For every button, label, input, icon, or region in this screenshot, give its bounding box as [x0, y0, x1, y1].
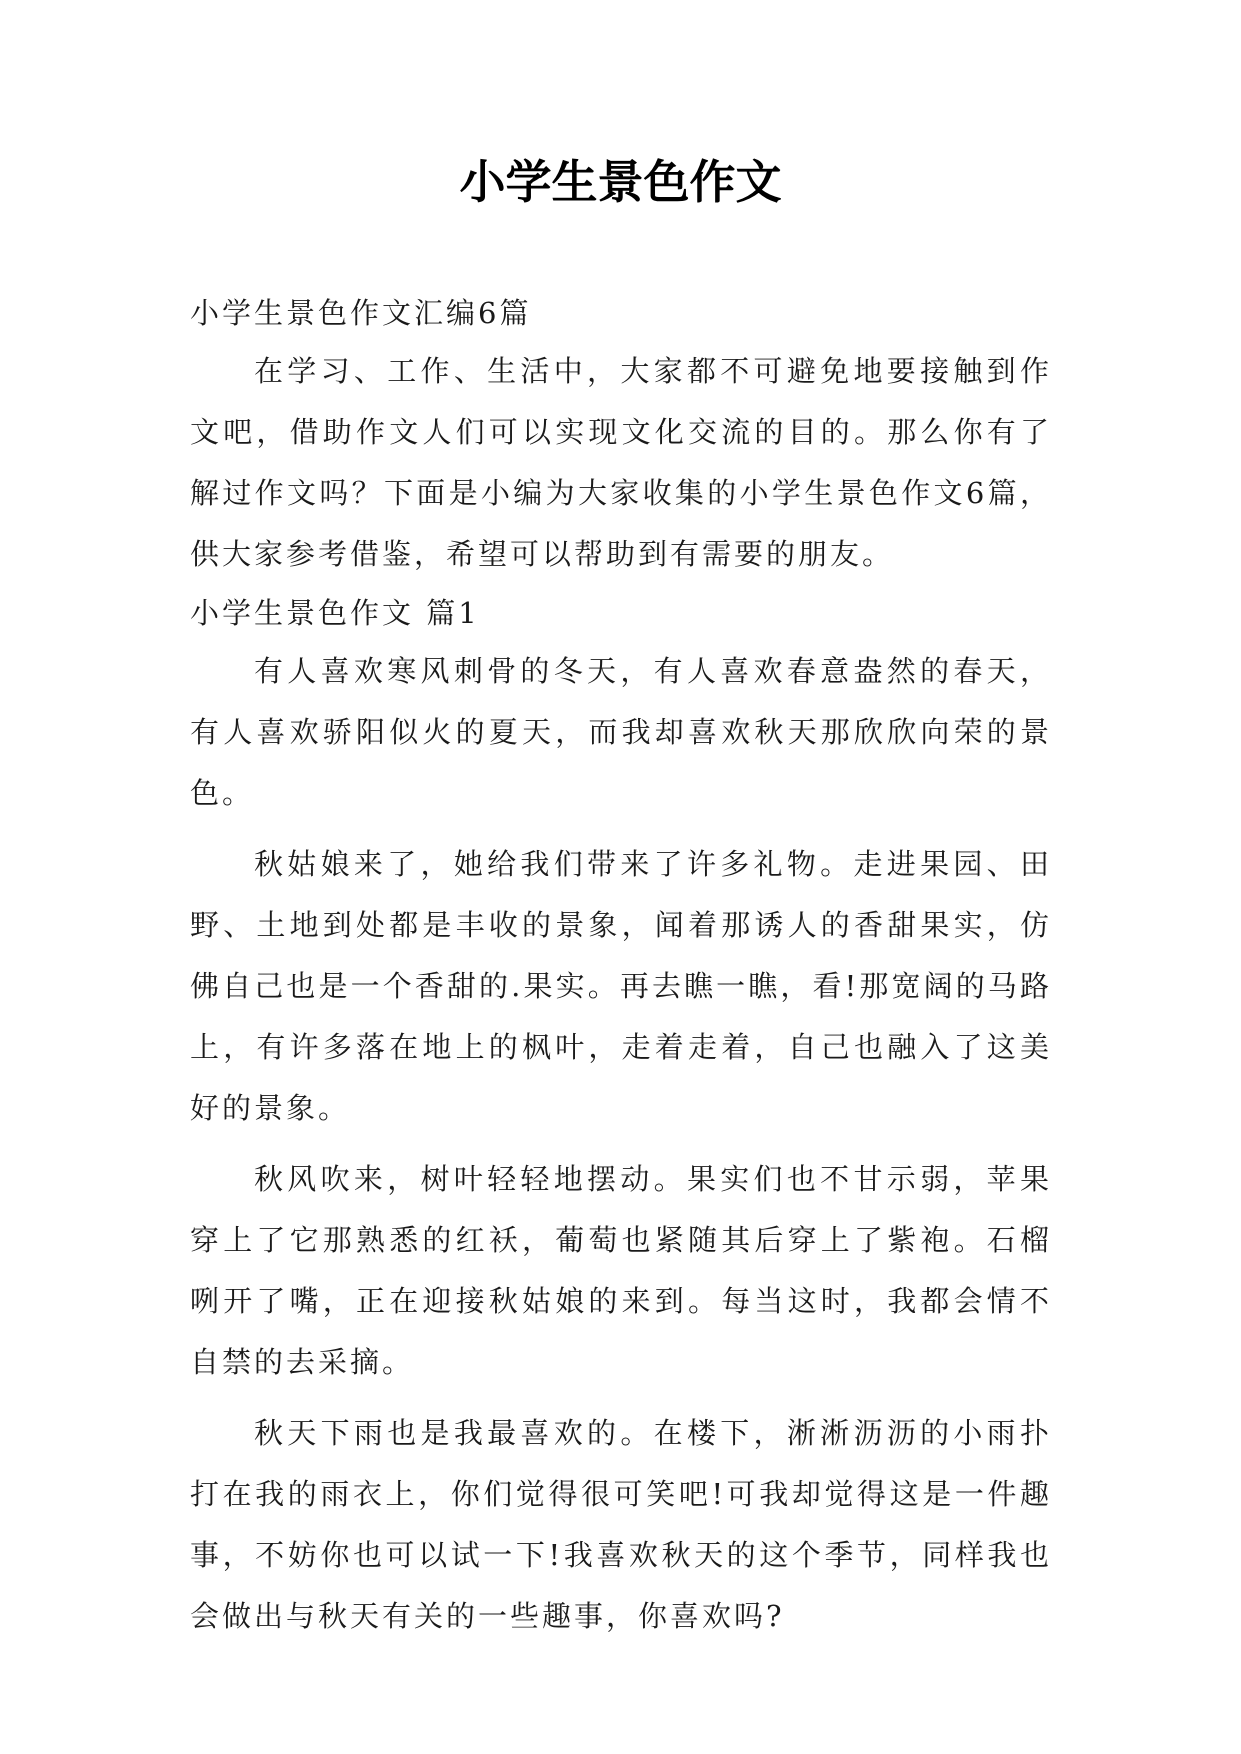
intro-paragraph: 在学习、工作、生活中，大家都不可避免地要接触到作文吧，借助作文人们可以实现文化交流的目的。那么你有了解过作文吗？下面是小编为大家收集的小学生景色作文6篇，供大家参考借鉴，希望可以帮助到有需要的朋友。 — [190, 354, 1052, 571]
paragraph-spacer — [190, 824, 1052, 834]
section-heading: 小学生景色作文 篇1 — [190, 596, 480, 630]
body-paragraph: 秋风吹来，树叶轻轻地摆动。果实们也不甘示弱，苹果穿上了它那熟悉的红袄，葡萄也紧随其后穿上了紫袍。石榴咧开了嘴，正在迎接秋姑娘的来到。每当这时，我都会情不自禁的去采摘。 — [190, 1162, 1052, 1379]
body-paragraph: 秋天下雨也是我最喜欢的。在楼下，淅淅沥沥的小雨扑打在我的雨衣上，你们觉得很可笑吧!可我却觉得这是一件趣事，不妨你也可以试一下!我喜欢秋天的这个季节，同样我也会做出与秋天有关的一些趣事，你喜欢吗? — [190, 1416, 1052, 1633]
body-paragraph: 秋姑娘来了，她给我们带来了许多礼物。走进果园、田野、土地到处都是丰收的景象，闻着那诱人的香甜果实，仿佛自己也是一个香甜的.果实。再去瞧一瞧，看!那宽阔的马路上，有许多落在地上的枫叶，走着走着，自己也融入了这美好的景象。 — [190, 847, 1052, 1125]
body-paragraph: 有人喜欢寒风刺骨的冬天，有人喜欢春意盎然的春天，有人喜欢骄阳似火的夏天，而我却喜欢秋天那欣欣向荣的景色。 — [190, 654, 1052, 810]
document-title: 小学生景色作文 — [459, 155, 782, 209]
paragraph-spacer — [190, 1139, 1052, 1149]
paragraph-spacer — [190, 1393, 1052, 1403]
document-body — [190, 285, 1052, 1647]
collection-subtitle: 小学生景色作文汇编6篇 — [190, 296, 532, 330]
